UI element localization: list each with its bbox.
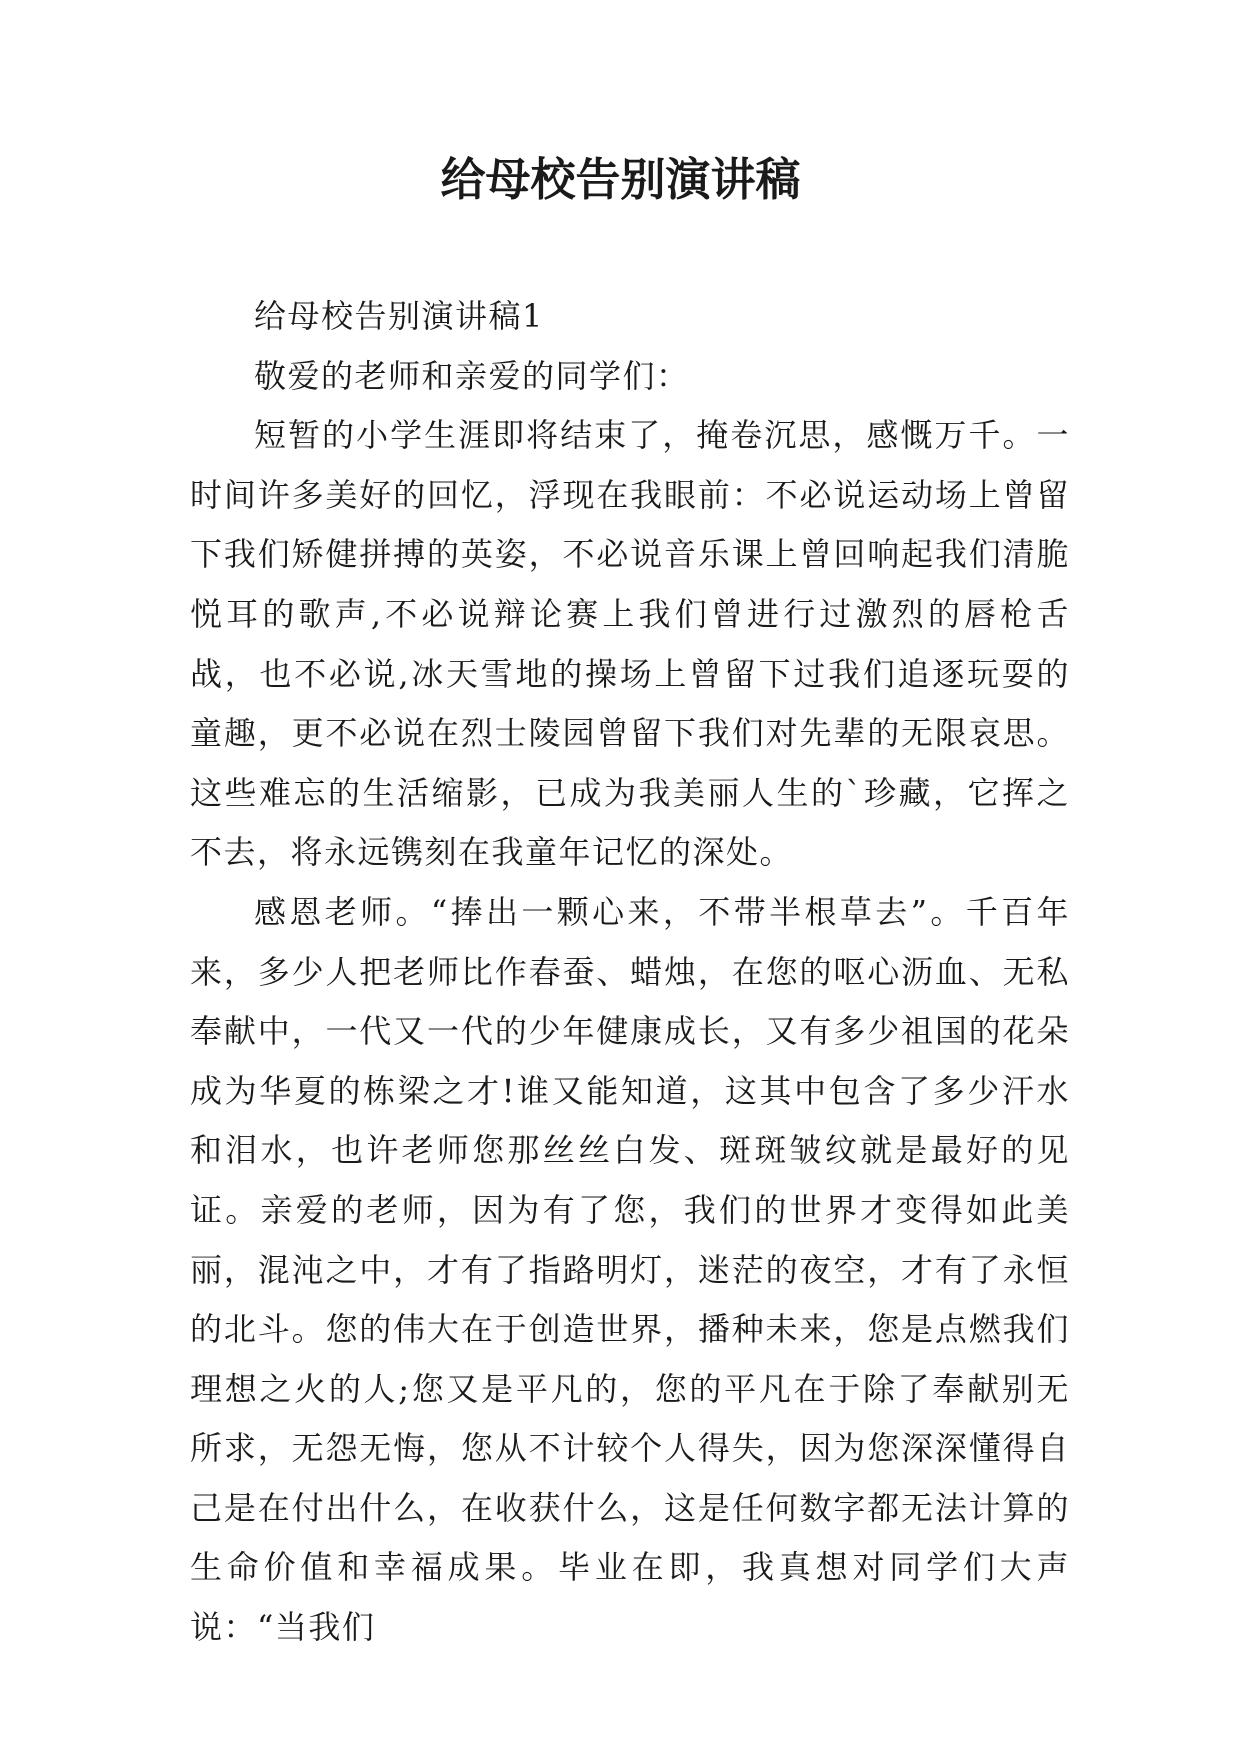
section-heading: 给母校告别演讲稿1 [254,297,544,335]
body-paragraph: 感恩老师。“捧出一颗心来，不带半根草去”。千百年来，多少人把老师比作春蚕、蜡烛，在您的呕心沥血、无私奉献中，一代又一代的少年健康成长，又有多少祖国的花朵成为华夏的栋梁之才!谁又能知道，这其中包含了多少汗水和泪水，也许老师您那丝丝白发、斑斑皱纹就是最好的见证。亲爱的老师，因为有了您，我们的世界才变得如此美丽，混沌之中，才有了指路明灯，迷茫的夜空，才有了永恒的北斗。您的伟大在于创造世界，播种未来，您是点燃我们理想之火的人;您又是平凡的，您的平凡在于除了奉献别无所求，无怨无悔，您从不计较个人得失，因为您深深懂得自己是在付出什么，在收获什么，这是任何数字都无法计算的生命价值和幸福成果。毕业在即，我真想对同学们大声说：“当我们 [190,892,1070,1647]
body-paragraph: 短暂的小学生涯即将结束了，掩卷沉思，感慨万千。一时间许多美好的回忆，浮现在我眼前：不必说运动场上曾留下我们矫健拼搏的英姿，不必说音乐课上曾回响起我们清脆悦耳的歌声,不必说辩论赛上我们曾进行过激烈的唇枪舌战，也不必说,冰天雪地的操场上曾留下过我们追逐玩耍的童趣，更不必说在烈士陵园曾留下我们对先辈的无限哀思。这些难忘的生活缩影，已成为我美丽人生的`珍藏，它挥之不去，将永远镌刻在我童年记忆的深处。 [190,416,1070,872]
document-title: 给母校告别演讲稿 [440,153,801,206]
salutation: 敬爱的老师和亲爱的同学们： [254,356,690,395]
document-body [190,287,1070,1658]
